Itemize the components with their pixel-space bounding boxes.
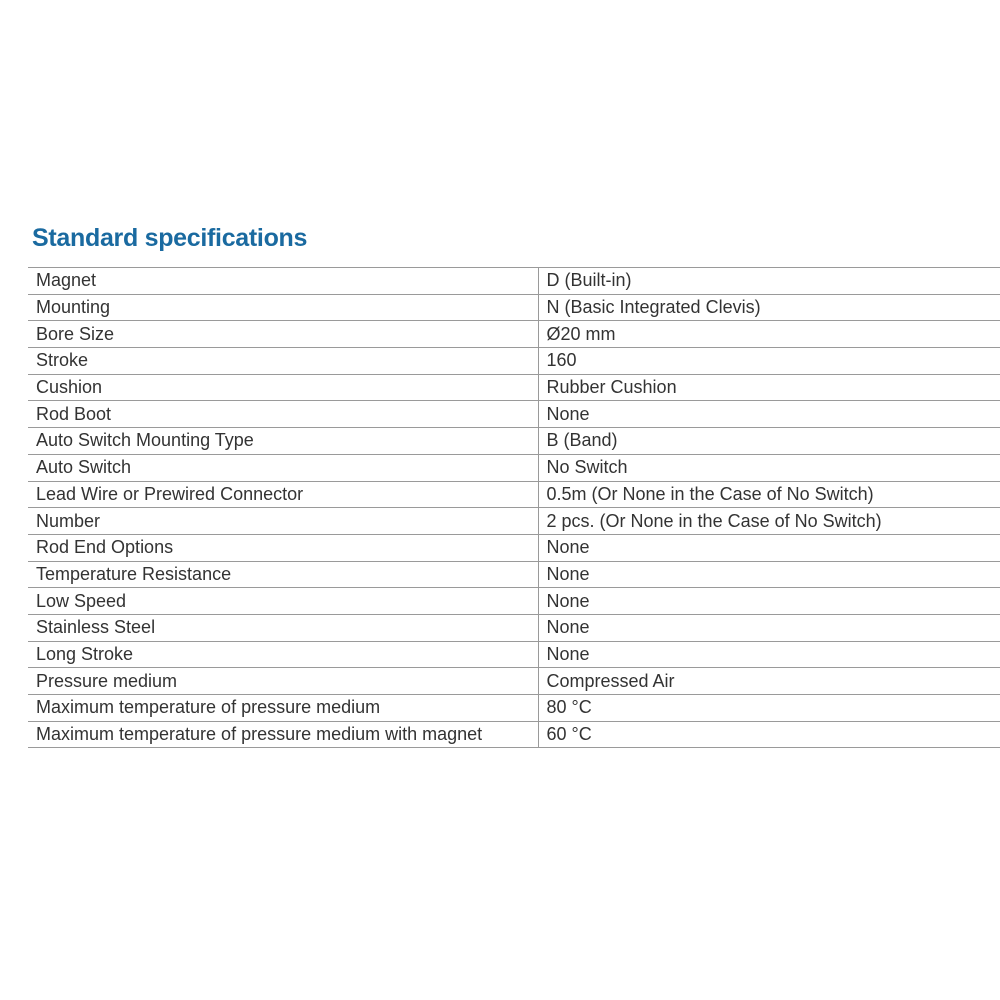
spec-value: None bbox=[538, 534, 1000, 561]
spec-label: Maximum temperature of pressure medium bbox=[28, 695, 538, 722]
spec-label: Mounting bbox=[28, 294, 538, 321]
table-row bbox=[28, 588, 1000, 615]
table-row bbox=[28, 561, 1000, 588]
spec-label: Long Stroke bbox=[28, 641, 538, 668]
spec-label: Pressure medium bbox=[28, 668, 538, 695]
table-row bbox=[28, 695, 1000, 722]
table-row bbox=[28, 668, 1000, 695]
spec-value: D (Built-in) bbox=[538, 268, 1000, 295]
table-row bbox=[28, 294, 1000, 321]
table-row bbox=[28, 721, 1000, 748]
spec-label: Rod Boot bbox=[28, 401, 538, 428]
spec-label: Bore Size bbox=[28, 321, 538, 348]
table-row bbox=[28, 614, 1000, 641]
spec-value: 2 pcs. (Or None in the Case of No Switch) bbox=[538, 508, 1000, 535]
table-row bbox=[28, 348, 1000, 375]
spec-label: Number bbox=[28, 508, 538, 535]
spec-label: Stroke bbox=[28, 348, 538, 375]
table-row bbox=[28, 508, 1000, 535]
spec-label: Maximum temperature of pressure medium with magnet bbox=[28, 721, 538, 748]
spec-value: Compressed Air bbox=[538, 668, 1000, 695]
spec-value: 160 bbox=[538, 348, 1000, 375]
spec-label: Stainless Steel bbox=[28, 614, 538, 641]
spec-value: B (Band) bbox=[538, 428, 1000, 455]
page-title: Standard specifications bbox=[32, 224, 308, 252]
table-row bbox=[28, 534, 1000, 561]
table-row bbox=[28, 641, 1000, 668]
spec-value: N (Basic Integrated Clevis) bbox=[538, 294, 1000, 321]
table-row bbox=[28, 454, 1000, 481]
spec-label: Lead Wire or Prewired Connector bbox=[28, 481, 538, 508]
spec-value: None bbox=[538, 588, 1000, 615]
spec-value: None bbox=[538, 561, 1000, 588]
spec-label: Rod End Options bbox=[28, 534, 538, 561]
spec-value: 60 °C bbox=[538, 721, 1000, 748]
spec-value: 80 °C bbox=[538, 695, 1000, 722]
spec-value: 0.5m (Or None in the Case of No Switch) bbox=[538, 481, 1000, 508]
table-row bbox=[28, 428, 1000, 455]
table-row bbox=[28, 481, 1000, 508]
spec-label: Low Speed bbox=[28, 588, 538, 615]
spec-label: Cushion bbox=[28, 374, 538, 401]
spec-value: Rubber Cushion bbox=[538, 374, 1000, 401]
spec-value: None bbox=[538, 614, 1000, 641]
table-row bbox=[28, 268, 1000, 295]
spec-label: Auto Switch bbox=[28, 454, 538, 481]
spec-value: None bbox=[538, 641, 1000, 668]
spec-value: None bbox=[538, 401, 1000, 428]
spec-table bbox=[28, 267, 1000, 748]
spec-label: Magnet bbox=[28, 268, 538, 295]
table-row bbox=[28, 374, 1000, 401]
table-row bbox=[28, 321, 1000, 348]
spec-label: Temperature Resistance bbox=[28, 561, 538, 588]
spec-label: Auto Switch Mounting Type bbox=[28, 428, 538, 455]
table-row bbox=[28, 401, 1000, 428]
spec-value: Ø20 mm bbox=[538, 321, 1000, 348]
spec-value: No Switch bbox=[538, 454, 1000, 481]
